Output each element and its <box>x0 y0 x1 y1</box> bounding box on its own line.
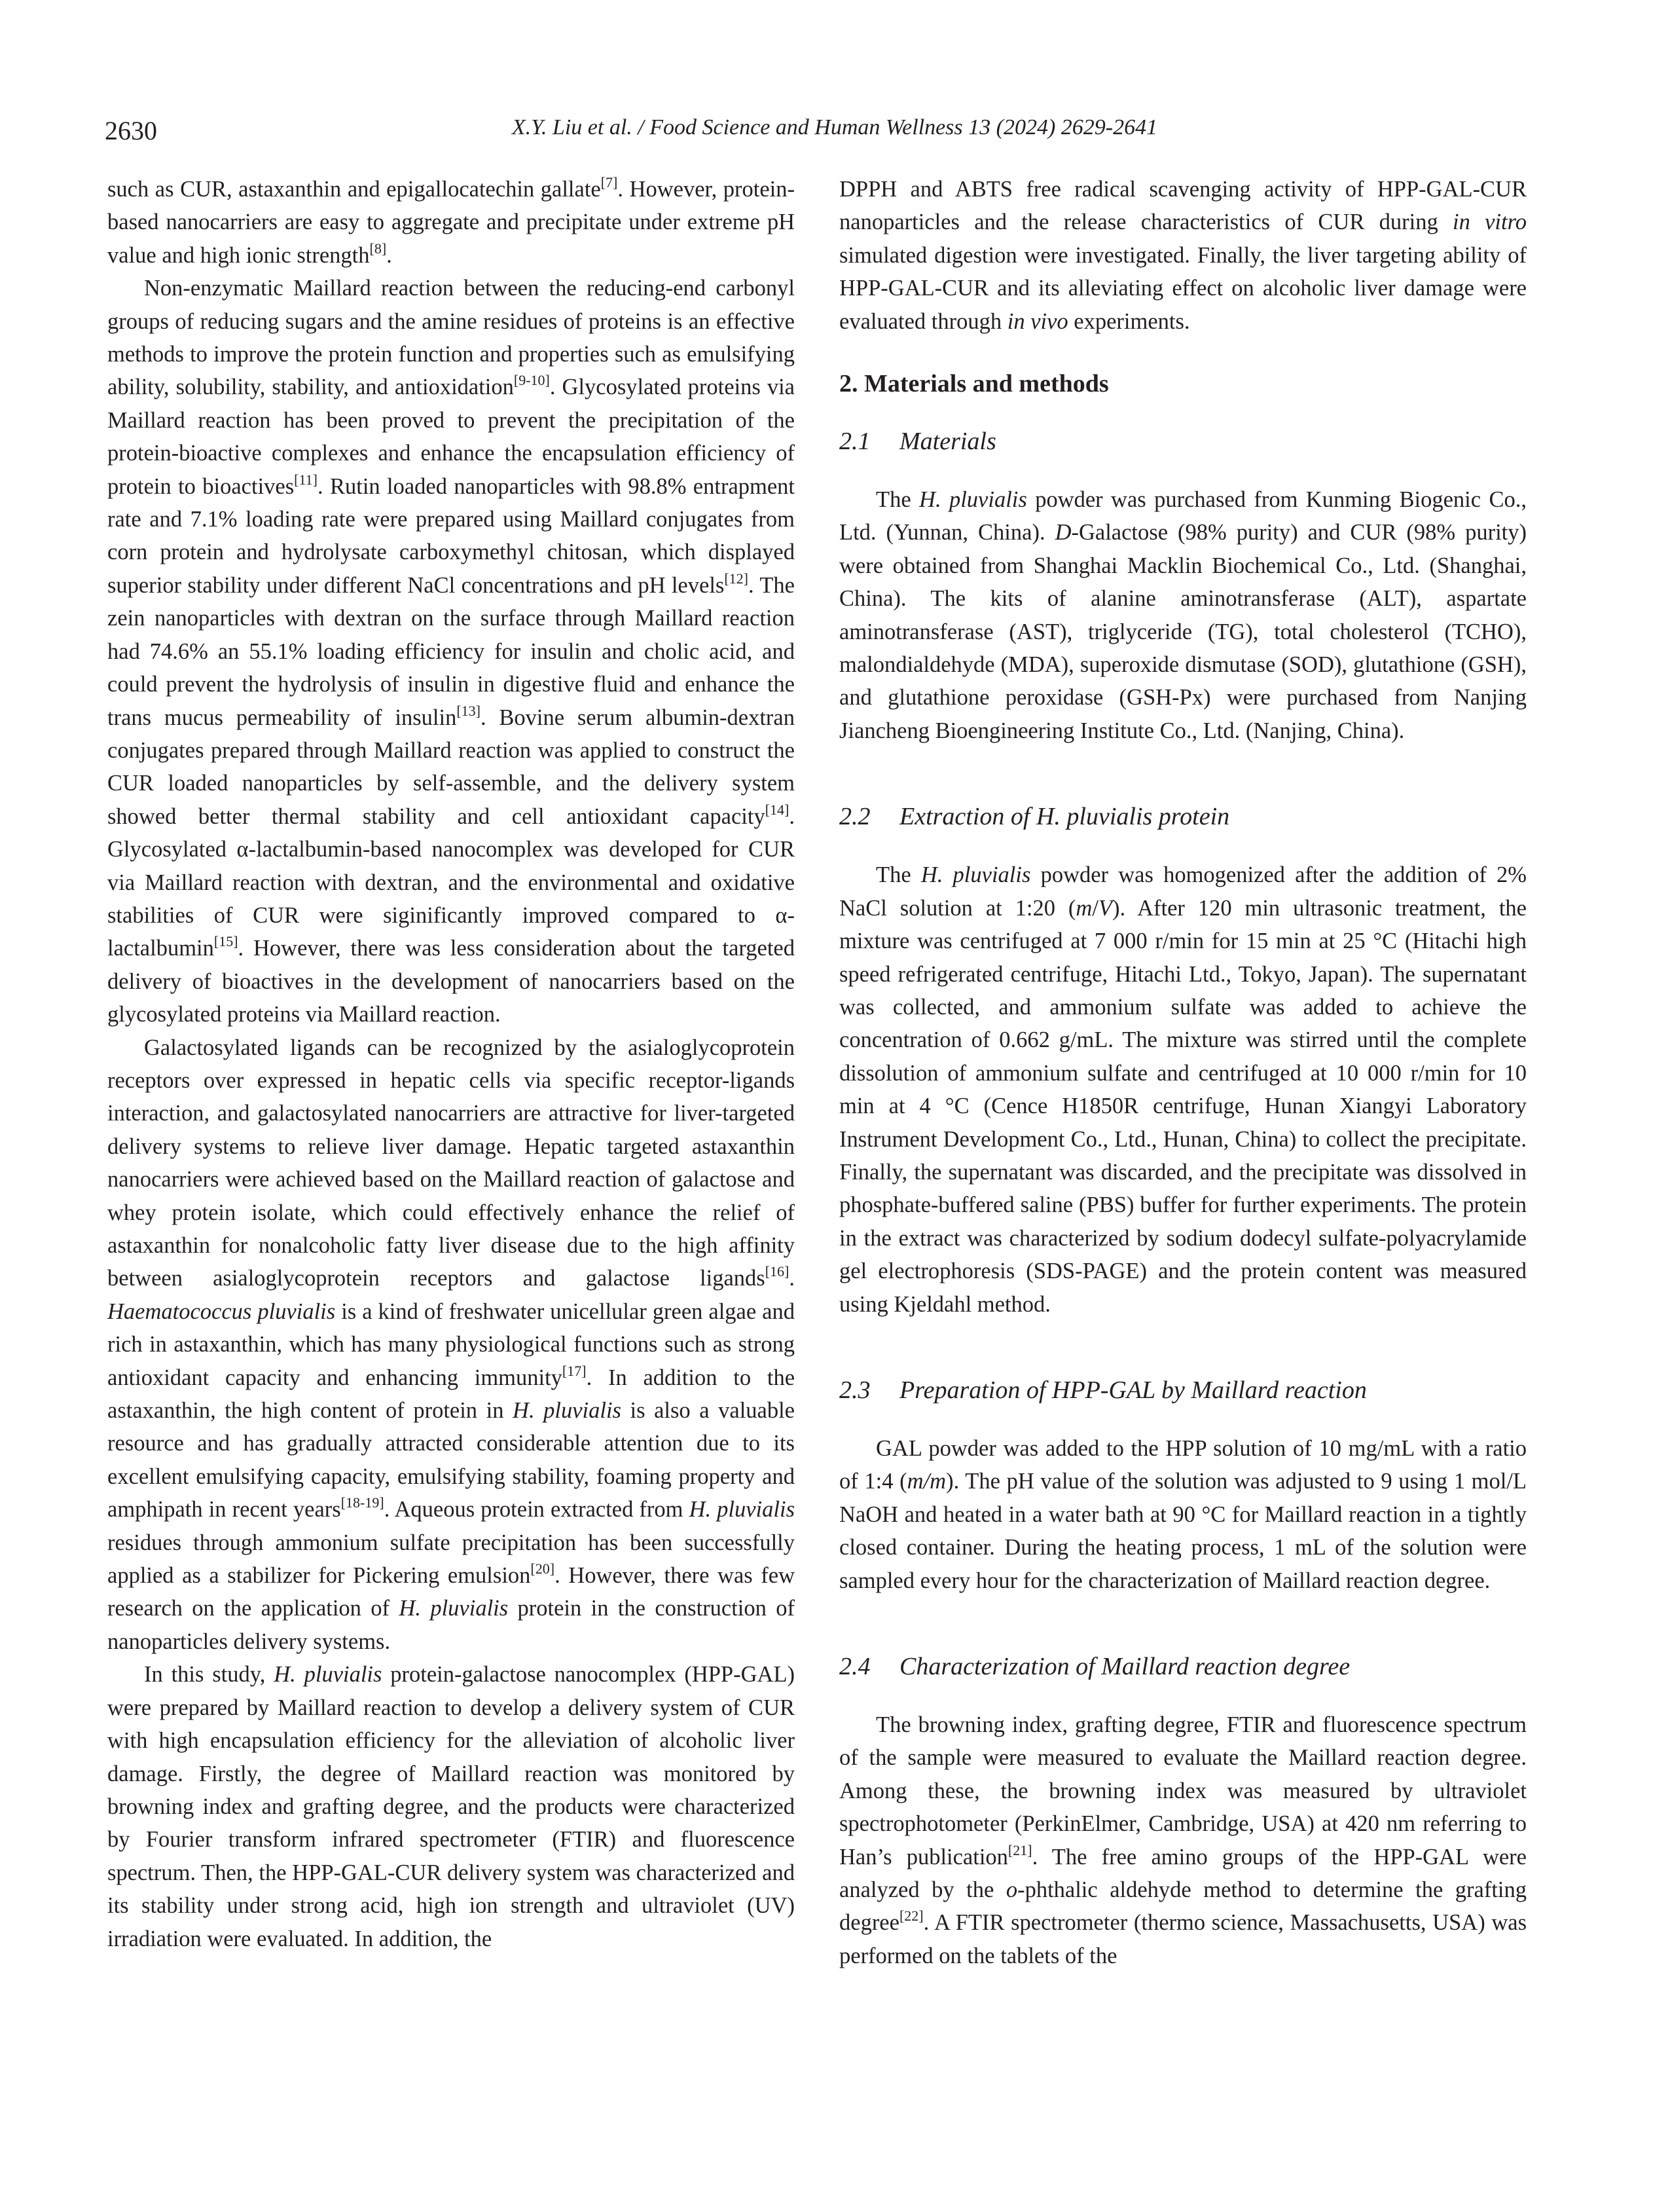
page-number: 2630 <box>105 116 157 145</box>
citation[interactable]: [18-19] <box>340 1494 384 1511</box>
left-column <box>107 173 795 1955</box>
citation[interactable]: [7] <box>600 174 618 191</box>
paragraph: The H. pluvialis powder was homogenized after the addition of 2% NaCl solution at 1:20 (m/V). After 120 min ultrasonic treatment, the mixture was centrifuged at 7 000 r/min for 15 min at 25 °C (Hitachi high speed refrigerated centrifuge, Hitachi Ltd., Tokyo, Japan). The supernatant was collected, and ammonium sulfate was added to achieve the concentration of 0.662 g/mL. The mixture was stirred until the complete dissolution of ammonium sulfate and centrifuged at 10 000 r/min for 10 min at 4 °C (Cence H1850R centrifuge, Hunan Xiangyi Laboratory Instrument Development Co., Ltd., Hunan, China) to collect the precipitate. Finally, the supernatant was discarded, and the precipitate was dissolved in phosphate-buffered saline (PBS) buffer for further experiments. The protein in the extract was characterized by sodium dodecyl sulfate-polyacrylamide gel electrophoresis (SDS-PAGE) and the protein content was measured using Kjeldahl method. <box>839 862 1527 1317</box>
paragraph: Non-enzymatic Maillard reaction between the reducing-end carbonyl groups of reducing sugars and the amine residues of proteins is an effective methods to improve the protein function and properties such as emulsifying ability, solubility, stability, and antioxidation[9-10]. Glycosylated proteins via Maillard reaction has been proved to prevent the precipitation of the protein-bioactive complexes and enhance the encapsulation efficiency of protein to bioactives[11]. Rutin loaded nanoparticles with 98.8% entrapment rate and 7.1% loading rate were prepared using Maillard conjugates from corn protein and hydrolysate carboxymethyl chitosan, which displayed superior stability under different NaCl concentrations and pH levels[12]. The zein nanoparticles with dextran on the surface through Maillard reaction had 74.6% an 55.1% loading efficiency for insulin and cholic acid, and could prevent the hydrolysis of insulin in digestive fluid and enhance the trans mucus permeability of insulin[13]. Bovine serum albumin-dextran conjugates prepared through Maillard reaction was applied to construct the CUR loaded nanoparticles by self-assemble, and the delivery system showed better thermal stability and cell antioxidant capacity[14]. Glycosylated α-lactalbumin-based nanocomplex was developed for CUR via Maillard reaction with dextran, and the environmental and oxidative stabilities of CUR were siginificantly improved compared to α-lactalbumin[15]. However, there was less consideration about the targeted delivery of bioactives in the development of nanocarriers based on the glycosylated proteins via Maillard reaction. <box>107 276 795 1027</box>
paragraph: In this study, H. pluvialis protein-galactose nanocomplex (HPP-GAL) were prepared by Maillard reaction to develop a delivery system of CUR with high encapsulation efficiency for the alleviation of alcoholic liver damage. Firstly, the degree of Maillard reaction was monitored by browning index and grafting degree, and the products were characterized by Fourier transform infrared spectrometer (FTIR) and fluorescence spectrum. Then, the HPP-GAL-CUR delivery system was characterized and its stability under strong acid, high ion strength and ultraviolet (UV) irradiation were evaluated. In addition, the <box>107 1662 795 1951</box>
subsection-heading: 2.1 Materials <box>839 428 996 456</box>
subsection-heading: 2.2 Extraction of H. pluvialis protein <box>839 803 1230 831</box>
citation[interactable]: [21] <box>1007 1841 1032 1858</box>
citation[interactable]: [12] <box>724 570 748 587</box>
citation[interactable]: [13] <box>456 702 481 719</box>
subsection-heading: 2.3 Preparation of HPP-GAL by Maillard reaction <box>839 1376 1367 1404</box>
citation[interactable]: [8] <box>369 240 387 257</box>
citation[interactable]: [11] <box>294 471 318 488</box>
paragraph: The browning index, grafting degree, FTIR and fluorescence spectrum of the sample were measured to evaluate the Maillard reaction degree. Among these, the browning index was measured by ultraviolet spectrophotometer (PerkinElmer, Cambridge, USA) at 420 nm referring to Han’s publication[21]. The free amino groups of the HPP-GAL were analyzed by the o-phthalic aldehyde method to determine the grafting degree[22]. A FTIR spectrometer (thermo science, Massachusetts, USA) was performed on the tablets of the <box>839 1712 1527 1968</box>
paragraph: such as CUR, astaxanthin and epigallocatechin gallate[7]. However, protein-based nanocarriers are easy to aggregate and precipitate under extreme pH value and high ionic strength[8]. <box>107 174 795 268</box>
running-head: X.Y. Liu et al. / Food Science and Human Wellness 13 (2024) 2629-2641 <box>511 115 1158 139</box>
citation[interactable]: [14] <box>765 801 790 818</box>
page-header <box>105 115 1565 155</box>
citation[interactable]: [9-10] <box>513 372 550 389</box>
paragraph: Galactosylated ligands can be recognized by the asialoglycoprotein receptors over expressed in hepatic cells via specific receptor-ligands interaction, and galactosylated nanocarriers are attractive for liver-targeted delivery systems to relieve liver damage. Hepatic targeted astaxanthin nanocarriers were achieved based on the Maillard reaction of galactose and whey protein isolate, which could effectively enhance the relief of astaxanthin for nonalcoholic fatty liver disease due to the high affinity between asialoglycoprotein receptors and galactose ligands[16]. Haematococcus pluvialis is a kind of freshwater unicellular green algae and rich in astaxanthin, which has many physiological functions such as strong antioxidant capacity and enhancing immunity[17]. In addition to the astaxanthin, the high content of protein in H. pluvialis is also a valuable resource and has gradually attracted considerable attention due to its excellent emulsifying capacity, emulsifying stability, foaming property and amphipath in recent years[18-19]. Aqueous protein extracted from H. pluvialis residues through ammonium sulfate precipitation has been successfully applied as a stabilizer for Pickering emulsion[20]. However, there was few research on the application of H. pluvialis protein in the construction of nanoparticles delivery systems. <box>107 1035 795 1654</box>
paragraph: DPPH and ABTS free radical scavenging activity of HPP-GAL-CUR nanoparticles and the release characteristics of CUR during in vitro simulated digestion were investigated. Finally, the liver targeting ability of HPP-GAL-CUR and its alleviating effect on alcoholic liver damage were evaluated through in vivo experiments. <box>839 177 1527 334</box>
subsection-heading: 2.4 Characterization of Maillard reaction degree <box>839 1653 1351 1680</box>
paragraph: GAL powder was added to the HPP solution of 10 mg/mL with a ratio of 1:4 (m/m). The pH value of the solution was adjusted to 9 using 1 mol/L NaOH and heated in a water bath at 90 °C for Maillard reaction in a tightly closed container. During the heating process, 1 mL of the solution were sampled every hour for the characterization of Maillard reaction degree. <box>839 1435 1527 1593</box>
citation[interactable]: [20] <box>530 1560 555 1577</box>
citation[interactable]: [15] <box>213 933 238 950</box>
section-heading: 2. Materials and methods <box>839 370 1109 398</box>
citation[interactable]: [17] <box>562 1362 587 1379</box>
citation[interactable]: [16] <box>765 1263 790 1280</box>
right-column <box>839 173 1527 1972</box>
paragraph: The H. pluvialis powder was purchased from Kunming Biogenic Co., Ltd. (Yunnan, China). D-Galactose (98% purity) and CUR (98% purity) were obtained from Shanghai Macklin Biochemical Co., Ltd. (Shanghai, China). The kits of alanine aminotransferase (ALT), aspartate aminotransferase (AST), triglyceride (TG), total cholesterol (TCHO), malondialdehyde (MDA), superoxide dismutase (SOD), glutathione (GSH), and glutathione peroxidase (GSH-Px) were purchased from Nanjing Jiancheng Bioengineering Institute Co., Ltd. (Nanjing, China). <box>839 487 1527 743</box>
citation[interactable]: [22] <box>899 1908 924 1925</box>
